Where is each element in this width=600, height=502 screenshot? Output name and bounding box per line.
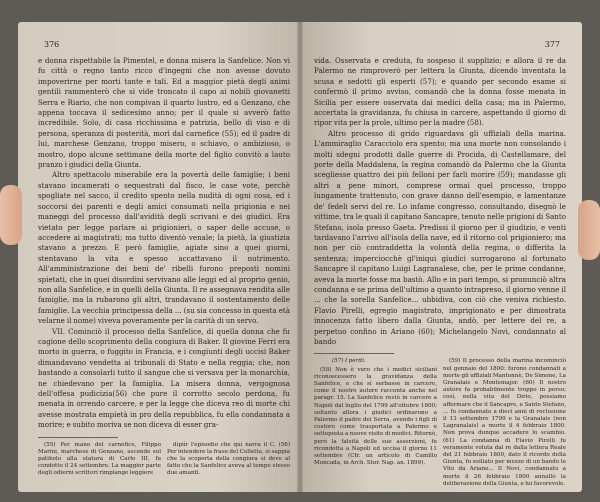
paragraph: VII. Cominciò il processo della Sanfelice, di quella donna che fu cagione dello scoprimento della congiura di Baker. Il giovine Ferri era morto in guerra, o fuggito in Francia, e i congiunti degli uccisi Baker dimandavano vendetta ai tribunali di Stato e nella reggia; che, non bastando a consolarli tutto il sangue che si versava per la monarchia, ne chiedevano per la famiglia. La misera donna, vergognosa dell'offesa pudicizia(56) che pure il corrotto secolo perdona, fu menata in orrendo carcere, e per la legge che diceva reo di morte chi avesse mostrata empietà in pro della repubblica, fu ella condannata a morire; e subito moriva se non diceva di esser gra- <box>38 326 290 430</box>
footnotes <box>38 442 290 478</box>
page-number: 376 <box>44 40 60 49</box>
paragraph: vida. Osservata e creduta, fu sospeso il supplizio; e allora il re da Palermo ne rimproverò per lettera la Giunta, dicendo inventata la scusa e sedotti gli esperti (57); e quando per secondo esame si confermò il primo avviso, comandò che la donna fosse menata in Sicilia per essere osservata dai medici della casa; ma in Palermo, accertata la gravidanza, fu chiusa in carcere, aspettando il giorno di ripor vita per la prole, ultimo per la madre (58). <box>314 56 566 128</box>
right-page <box>300 22 582 492</box>
book-gutter <box>297 22 303 492</box>
footnote-divider <box>314 353 394 354</box>
page-number: 377 <box>544 40 560 49</box>
page-body <box>314 56 566 488</box>
left-thumb <box>0 185 22 245</box>
footnote: (55) Per mano del carnefice, Filippo Marini, marchese di Genzano, ascende sul patibolo alla statura di Carlo III, fu condotto il 24 settembre. La maggior parte degli odierni scrittori rimpiange leggiere <box>38 441 161 477</box>
footnote-title: (57) I periti. <box>332 358 366 365</box>
footnote-divider <box>38 437 118 438</box>
left-page <box>18 22 300 492</box>
page-body <box>38 56 290 478</box>
paragraph: e donna rispettabile la Pimentel, e donna misera la Sanfelice. Non vi fu città o regno tanto ricco d'ingegni che non avesse dovuto impoverirne per morti tante e tali. Ed a maggior pietà degli animi gentili rammenterò che si vide troncato il capo ai nobili giovanetti Serra e Riario, che non compivan il quarto lustro, ed a Genzano, che appena toccava il sedicesimo anno; per il quale si avverò fatto incredibile. Solo, di casa ricchissima e patrizia, bello di viso e di persona, speranza di posterità, morì dal carnefice (55); ed il padre di lui, marchese Genzano, troppo misero, o schiavo, o ambizioso, o mostro, dopo alcune settimane della morte del figlio convitò a lauto pranzo i giudici della Giunta. <box>38 56 290 170</box>
paragraph: Altro spettacolo miserabile era la povertà delle famiglie; i beni stavano incamerati o sequestrati dal fisco, le case vote, perchè spogliate nel sacco, il credito spento nella nudità di ogni cosa, ed i soccorsi dei parenti e degli amici consumati nella prigionia e nei maneggi del processo dall'avidità degli scrivani e dei giudici. Era vietato per legge parlare ai prigionieri, o saper delle accuse, o accedere ai magistrati; ma tutto diventò venale; la pietà, la giustizia stavano a prezzo. E però famiglie, agiate sino a quei giorni, stentavano la vita e spesso accattavano il nutrimento. All'amministrazione dei beni de' ribelli furono preposti nomini spietati, che in quei disordini servivano alle leggi ed al proprio genio, non alla Sanfelice, e in quelli della Giunta. Il re assegnava rendita alle famiglie, ma la rubarono gli altri, trandavano il sostentamento delle famiglie. La vecchia principessa della ... (su sia concesso in questa età velarne il nome) viveva poveramente per la carità di un servo. <box>38 170 290 326</box>
paragraph: Altro processo di grido riguardava gli uffiziali della marina. L'ammiraglio Caracciolo era spento; ma una morte non consolando i molti sdegni prodotti dalle guerre di Procida, di Castellamare, del porte della Maddalena, la regina comandò da Palermo che la Giunta scegliesse quattro dei più felloni per farli morire (59); mandasse gli altri a pene minori, comprese ormai quel processo, troppo lungamente trattenuto, con grave danno dell'esempio, e lamentanze de' fedeli servi del re. Lo infame congresso, consultando, disegnò le vittime, tra le quali il capitano Sancapre, tenuto nelle prigioni di Santo Stefano, isola presso Gaeta. Predissi il giorno per il giudizio, e venti tardavano l'arrivo all'isola della nave, ed il ritorno col prigioniero; ma non per ciò contraddetta la volontà della regina, o differita la sentenza; imperciocchè gl'iniqui giudici surrogarono al fortunato Sancapre il capitano Luigi Lagranalese, che, per le prime condanne, aveva la morte fosse ma bastò. Allo e in pari tempo, si pronunciò altra condanna e se prima dell'ultimo a quanto intrapreso, il giorno venne il ... che la sorella Sanfelice... ubbidiva, con ciò che veniva richiesto. Flavio Pirelli, egregio magistrato, imprigionato e per dimostrata innocenza fatto libero dalla Giunta, andò, per lettere del re, a perpetuo confino in Ariano (60); Michelangelo Novi, condannato al bando <box>314 128 566 346</box>
footnote: (59) Il processo della marina incominciò nel gennaio del 1800: furono condannati a morte gli uffiziali Mantonnè, De Simone, La Granalais e Montemajor. (60) Il nostro autore fa probabilmente troppo in perso; così, nella vita del Dirio, possiamo affermare che il Sancapre, e Santo Stefano, ... fu condannato a dieci anni di reclusione il 13 settembre 1799 e la Granalais (non Lagranalais) a morte il 4 febbraio 1800. Non prova dunque accadere lo scambio. (61) La condanna di Flavio Pirelli fu veramente voluta dal re dalla lettera Reale del 21 febbraio 1800, dato il ricordo della Giunta, fu esiliato per mezzo di un bando le Vito da Ariano... Il Novi, condannato a morte il 26 febbraio 1800 annullò la deliberazione della Giunta, e lui favorevole. <box>443 358 566 487</box>
footnote: (58) Non è vero che i medici siciliani riconoscessero la gravidanza della Sanfelice, e che si serbasse in carcere, come il nostro autore racconta anche nel paragr. 15. La Sanfelice restò in carcere a Napoli dal luglio del 1799 all'ottobre 1800; soltanto allora i giudici ordinarono a Palermo il padre dei Serra, avendo i figli di costoro come trasportata a Palermo e sottoposta a nuove visite di medici. Ritornò, però la falsità delle sue asserzioni, fu ricondotta a Napoli ed uccisa il giorno 11 settembre (Cfr. un articolo di Camillo Moncada, in Arch. Stor. Nap. an. 1899). <box>314 366 438 467</box>
footnote: dipiìr l'episodio che qui narra il C. (56) Per intendere la frase del Colletta, si sappia che la scoperta della congiura si deve al fatto che la Sanfelice aveva al tempo stesso due amanti. <box>167 441 290 477</box>
footnotes <box>314 358 566 488</box>
right-thumb <box>578 200 600 260</box>
